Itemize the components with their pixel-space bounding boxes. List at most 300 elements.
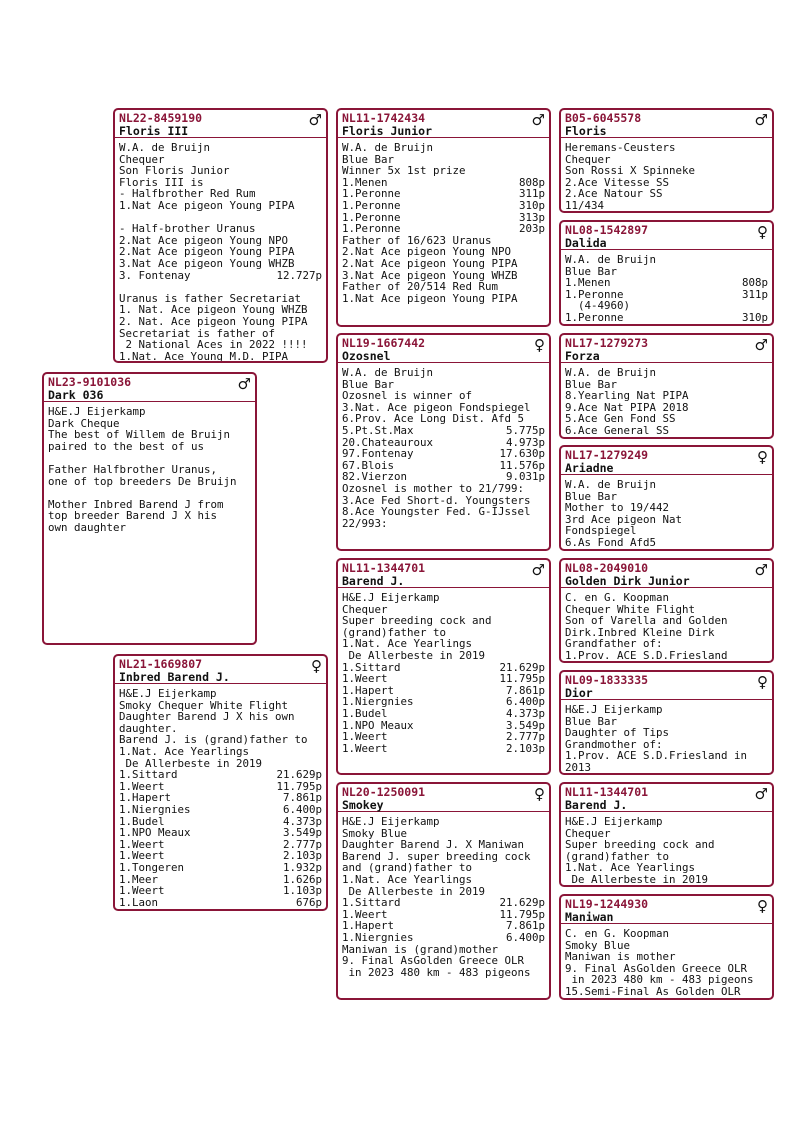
detail-text: Daughter Barend J X his own: [119, 710, 295, 724]
pigeon-name: Floris: [565, 124, 607, 138]
pigeon-name: Smokey: [342, 798, 384, 812]
detail-line: [565, 928, 768, 940]
detail-text: 1.Peronne: [342, 198, 401, 212]
detail-text: Ozosnel is winner of: [342, 389, 473, 403]
detail-line: [342, 816, 545, 828]
detail-value: 21.629p: [499, 896, 545, 910]
detail-text: Son Rossi X Spinneke: [565, 164, 696, 178]
detail-text: (grand)father to: [342, 625, 447, 639]
detail-text: H&E.J Eijerkamp: [119, 687, 217, 700]
detail-value: 17.630p: [499, 447, 545, 461]
detail-text: 1.Nat. Ace Yearlings: [119, 744, 250, 758]
detail-line: [342, 592, 545, 604]
card-details: [561, 138, 772, 212]
detail-line: [565, 479, 768, 491]
detail-text: paired to the best of us: [48, 439, 205, 453]
detail-text: Daughter Barend J. X Maniwan: [342, 838, 525, 852]
detail-text: H&E.J Eijerkamp: [565, 815, 663, 828]
detail-text: Maniwan is mother: [565, 950, 676, 964]
detail-text: 1.Niergnies: [342, 930, 414, 944]
detail-text: 2.Nat Ace pigeon Young PIPA: [342, 256, 518, 270]
detail-text: Secretariat is father of: [119, 326, 276, 340]
detail-text: Heremans-Ceusters: [565, 141, 676, 154]
detail-text: 3.Nat Ace pigeon Young WHZB: [342, 268, 518, 282]
detail-line: [565, 874, 768, 886]
detail-text: W.A. de Bruijn: [342, 366, 434, 379]
detail-value: 3.549p: [282, 826, 322, 840]
detail-text: H&E.J Eijerkamp: [48, 405, 146, 418]
detail-value: 7.861p: [505, 919, 545, 933]
detail-text: Ozosnel is mother to 21/799:: [342, 481, 525, 495]
detail-value: 21.629p: [276, 768, 322, 782]
detail-text: 1.Weert: [119, 884, 165, 898]
detail-value: 1.932p: [282, 860, 322, 874]
detail-value: 313p: [518, 210, 545, 224]
card-header: [561, 335, 772, 363]
detail-text: 6.Ace General SS: [565, 423, 670, 437]
detail-text: own daughter: [48, 520, 127, 534]
detail-text: 9. Final AsGolden Greece OLR: [342, 954, 525, 968]
detail-text: Son of Varella and Golden: [565, 614, 728, 628]
detail-line: [119, 281, 322, 293]
detail-text: in 2023 480 km - 483 pigeons: [342, 965, 531, 979]
detail-text: Grandfather of:: [565, 637, 663, 651]
detail-text: 82.Vierzon: [342, 470, 408, 484]
detail-value: 6.400p: [505, 695, 545, 709]
detail-text: Winner 5x 1st prize: [342, 164, 466, 178]
detail-value: 676p: [295, 895, 322, 909]
detail-line: [565, 200, 768, 212]
detail-line: [342, 967, 545, 979]
detail-text: H&E.J Eijerkamp: [342, 591, 440, 604]
detail-value: 310p: [518, 198, 545, 212]
card-details: [561, 475, 772, 549]
detail-text: Smoky Chequer White Flight: [119, 698, 289, 712]
detail-text: Grandmother of:: [565, 737, 663, 751]
card-details: [338, 588, 549, 754]
detail-value: 1.626p: [282, 872, 322, 886]
detail-text: H&E.J Eijerkamp: [565, 703, 663, 716]
detail-text: Blue Bar: [565, 714, 618, 728]
detail-text: Super breeding cock and: [342, 614, 492, 628]
detail-text: Fondspiegel: [565, 524, 637, 538]
detail-value: 21.629p: [499, 660, 545, 674]
pigeon-name: Ozosnel: [342, 349, 391, 363]
detail-line: [342, 281, 545, 293]
female-icon: ♀: [534, 785, 545, 803]
pigeon-card: [113, 654, 328, 911]
detail-text: 1.Prov. ACE S.D.Friesland in: [565, 749, 748, 763]
detail-line: [342, 223, 545, 235]
ring-number: NL19-1244930: [565, 897, 649, 911]
detail-text: W.A. de Bruijn: [342, 141, 434, 154]
detail-text: 1.Tongeren: [119, 860, 185, 874]
pigeon-name: Ariadne: [565, 461, 614, 475]
card-details: [338, 812, 549, 978]
ring-number: NL22-8459190: [119, 111, 203, 125]
detail-text: Maniwan is (grand)mother: [342, 942, 499, 956]
detail-line: [48, 476, 251, 488]
detail-value: 7.861p: [282, 791, 322, 805]
detail-value: 12.727p: [276, 268, 322, 282]
detail-value: 4.973p: [505, 435, 545, 449]
detail-line: [119, 885, 322, 897]
male-icon: ♂: [754, 561, 768, 579]
detail-text: 9.Ace Nat PIPA 2018: [565, 400, 689, 414]
detail-text: 1.Sittard: [342, 660, 401, 674]
detail-text: 2.Ace Natour SS: [565, 187, 663, 201]
detail-line: [565, 762, 768, 774]
detail-value: 6.400p: [505, 930, 545, 944]
detail-text: 3. Fontenay: [119, 268, 191, 282]
detail-line: [565, 254, 768, 266]
detail-line: [342, 483, 545, 495]
detail-text: 1.Nat Ace pigeon Young PIPA: [342, 291, 518, 305]
detail-text: one of top breeders De Bruijn: [48, 474, 237, 488]
card-header: [561, 560, 772, 588]
detail-value: 11.576p: [499, 458, 545, 472]
detail-text: Blue Bar: [342, 377, 395, 391]
detail-text: 1.Budel: [119, 814, 165, 828]
detail-text: Father Halfbrother Uranus,: [48, 462, 218, 476]
detail-text: 8.Ace Youngster Fed. G-IJssel: [342, 505, 531, 519]
detail-text: C. en G. Koopman: [565, 927, 670, 940]
detail-text: 5.Pt.St.Max: [342, 423, 414, 437]
male-icon: ♂: [754, 785, 768, 803]
detail-line: [48, 522, 251, 534]
detail-text: W.A. de Bruijn: [565, 478, 657, 491]
detail-text: 11/434: [565, 198, 605, 212]
card-details: [561, 588, 772, 662]
pigeon-name: Maniwan: [565, 910, 614, 924]
card-details: [561, 924, 772, 998]
card-header: [561, 110, 772, 138]
detail-value: 4.373p: [505, 706, 545, 720]
detail-line: [119, 339, 322, 351]
male-icon: ♂: [754, 336, 768, 354]
detail-text: Barend J. is (grand)father to: [119, 733, 308, 747]
detail-text: 2. Nat. Ace pigeon Young PIPA: [119, 314, 308, 328]
detail-line: [342, 293, 545, 305]
detail-text: Smoky Blue: [565, 938, 631, 952]
detail-line: [342, 506, 545, 518]
detail-text: 2.Nat Ace pigeon Young PIPA: [119, 245, 295, 259]
detail-text: 1.Niergnies: [119, 802, 191, 816]
detail-text: 1.Peronne: [565, 310, 624, 324]
detail-line: [48, 464, 251, 476]
detail-text: 1.Menen: [342, 175, 388, 189]
female-icon: ♀: [757, 673, 768, 691]
detail-line: [342, 932, 545, 944]
detail-text: 1.Prov. ACE S.D.Friesland: [565, 648, 728, 662]
detail-text: 1.Weert: [119, 779, 165, 793]
detail-line: [342, 367, 545, 379]
detail-text: 1.Nat Ace pigeon Young PIPA: [119, 198, 295, 212]
detail-text: 1.Hapert: [342, 683, 395, 697]
ring-number: NL11-1344701: [565, 785, 649, 799]
detail-line: [342, 518, 545, 530]
detail-text: 1.NPO Meaux: [342, 718, 414, 732]
detail-line: [565, 750, 768, 762]
detail-text: De Allerbeste in 2019: [342, 884, 486, 898]
female-icon: ♀: [757, 223, 768, 241]
detail-value: 310p: [741, 310, 768, 324]
detail-value: 11.795p: [499, 672, 545, 686]
pigeon-card: [113, 108, 328, 363]
pigeon-name: Forza: [565, 349, 600, 363]
ring-number: NL11-1742434: [342, 111, 426, 125]
pigeon-name: Floris Junior: [342, 124, 433, 138]
detail-text: 2.Nat Ace pigeon Young NPO: [119, 233, 289, 247]
detail-text: Dirk.Inbred Kleine Dirk: [565, 625, 715, 639]
detail-line: [565, 537, 768, 549]
detail-line: [48, 441, 251, 453]
detail-text: Chequer White Flight: [565, 602, 696, 616]
detail-text: 2013: [565, 760, 592, 774]
detail-text: The best of Willem de Bruijn: [48, 428, 231, 442]
detail-line: [342, 673, 545, 685]
detail-text: 8.Yearling Nat PIPA: [565, 389, 689, 403]
detail-line: [119, 142, 322, 154]
detail-text: Blue Bar: [565, 377, 618, 391]
detail-value: 2.103p: [505, 741, 545, 755]
male-icon: ♂: [237, 375, 251, 393]
ring-number: NL09-1833335: [565, 673, 649, 687]
detail-text: 6.Prov. Ace Long Dist. Afd 5: [342, 412, 525, 426]
pigeon-card: [559, 108, 774, 213]
detail-text: Son Floris Junior: [119, 164, 230, 178]
detail-text: 6.As Fond Afd5: [565, 535, 657, 549]
detail-text: (4-4960): [565, 299, 631, 313]
detail-text: De Allerbeste in 2019: [342, 648, 486, 662]
detail-line: [342, 200, 545, 212]
card-header: [338, 560, 549, 588]
detail-text: Daughter of Tips: [565, 726, 670, 740]
detail-value: 1.103p: [282, 884, 322, 898]
detail-value: 311p: [741, 287, 768, 301]
detail-line: [342, 731, 545, 743]
pigeon-card: [336, 558, 551, 775]
pigeon-name: Dior: [565, 686, 593, 700]
detail-text: 20.Chateauroux: [342, 435, 434, 449]
detail-value: 9.031p: [505, 470, 545, 484]
detail-line: [565, 704, 768, 716]
card-header: [561, 222, 772, 250]
detail-value: 11.795p: [276, 779, 322, 793]
detail-line: [119, 258, 322, 270]
detail-text: Chequer: [565, 826, 611, 840]
detail-text: 1.NPO Meaux: [119, 826, 191, 840]
detail-line: [119, 769, 322, 781]
detail-text: 15.Semi-Final As Golden OLR: [565, 984, 741, 998]
card-header: [561, 672, 772, 700]
detail-line: [565, 425, 768, 437]
detail-value: 311p: [518, 187, 545, 201]
detail-text: 2.Ace Vitesse SS: [565, 175, 670, 189]
detail-text: 22/993:: [342, 516, 388, 530]
detail-text: top breeder Barend J X his: [48, 509, 218, 523]
male-icon: ♂: [531, 111, 545, 129]
detail-text: 1.Hapert: [119, 791, 172, 805]
detail-line: [119, 862, 322, 874]
pigeon-card: [336, 333, 551, 551]
detail-text: 1.Weert: [342, 907, 388, 921]
female-icon: ♀: [534, 336, 545, 354]
pigeon-card: [559, 558, 774, 663]
detail-line: [48, 487, 251, 499]
detail-value: 5.775p: [505, 423, 545, 437]
detail-text: 1.Weert: [342, 672, 388, 686]
detail-line: [342, 708, 545, 720]
detail-text: 1.Laon: [119, 895, 159, 909]
detail-line: [342, 874, 545, 886]
detail-line: [119, 897, 322, 909]
pigeon-name: Dark 036: [48, 388, 104, 402]
detail-line: [342, 897, 545, 909]
detail-text: Blue Bar: [342, 152, 395, 166]
pigeon-card: [336, 782, 551, 1000]
ring-number: NL19-1667442: [342, 336, 426, 350]
card-details: [561, 700, 772, 774]
detail-text: 9. Final AsGolden Greece OLR: [565, 961, 748, 975]
card-header: [561, 896, 772, 924]
detail-text: 1.Nat. Ace Yearlings: [565, 861, 696, 875]
card-details: [561, 812, 772, 886]
pigeon-name: Barend J.: [342, 574, 405, 588]
detail-value: 6.400p: [282, 802, 322, 816]
detail-text: daughter.: [119, 721, 178, 735]
detail-text: 1.Menen: [565, 276, 611, 290]
detail-line: [565, 816, 768, 828]
detail-text: Blue Bar: [565, 489, 618, 503]
card-header: [561, 447, 772, 475]
ring-number: NL11-1344701: [342, 561, 426, 575]
detail-line: [342, 448, 545, 460]
ring-number: NL23-9101036: [48, 375, 132, 389]
detail-text: Chequer: [342, 602, 388, 616]
detail-text: 2.Nat Ace pigeon Young NPO: [342, 245, 512, 259]
detail-line: [48, 406, 251, 418]
detail-text: Mother to 19/442: [565, 501, 670, 515]
ring-number: NL17-1279249: [565, 448, 649, 462]
detail-text: Chequer: [565, 152, 611, 166]
detail-line: [119, 200, 322, 212]
detail-text: - Half-brother Uranus: [119, 222, 256, 236]
detail-line: [119, 270, 322, 282]
card-header: [561, 784, 772, 812]
detail-text: 2 National Aces in 2022 !!!!: [119, 338, 308, 352]
detail-line: [119, 804, 322, 816]
detail-text: and (grand)father to: [342, 861, 473, 875]
female-icon: ♀: [757, 897, 768, 915]
ring-number: NL08-1542897: [565, 223, 649, 237]
detail-line: [342, 258, 545, 270]
male-icon: ♂: [754, 111, 768, 129]
detail-text: 1. Nat. Ace pigeon Young WHZB: [119, 303, 308, 317]
detail-text: 1.Weert: [119, 849, 165, 863]
detail-text: 5.Ace Gen Fond SS: [565, 412, 676, 426]
card-details: [44, 402, 255, 534]
pigeon-name: Floris III: [119, 124, 189, 138]
detail-text: 1.Hapert: [342, 919, 395, 933]
female-icon: ♀: [311, 657, 322, 675]
detail-text: Uranus is father Secretariat: [119, 291, 302, 305]
detail-text: Super breeding cock and: [565, 838, 715, 852]
card-header: [338, 110, 549, 138]
detail-text: 3.Ace Fed Short-d. Youngsters: [342, 493, 531, 507]
detail-line: [565, 367, 768, 379]
female-icon: ♀: [757, 448, 768, 466]
card-details: [338, 138, 549, 304]
card-header: [338, 335, 549, 363]
detail-text: W.A. de Bruijn: [565, 253, 657, 266]
detail-text: 1.Nat. Ace Yearlings: [342, 637, 473, 651]
detail-text: 1.Peronne: [342, 187, 401, 201]
detail-line: [565, 986, 768, 998]
pigeon-name: Golden Dirk Junior: [565, 574, 690, 588]
detail-line: [565, 142, 768, 154]
detail-value: 2.103p: [282, 849, 322, 863]
detail-text: 1.Weert: [119, 837, 165, 851]
detail-text: 1.Sittard: [119, 768, 178, 782]
pigeon-name: Dalida: [565, 236, 607, 250]
detail-line: [119, 351, 322, 363]
card-details: [561, 250, 772, 324]
detail-value: 2.777p: [282, 837, 322, 851]
detail-text: Father of 20/514 Red Rum: [342, 280, 499, 294]
pigeon-card: [336, 108, 551, 327]
detail-line: [342, 743, 545, 755]
card-header: [44, 374, 255, 402]
detail-text: Barend J. super breeding cock: [342, 849, 531, 863]
detail-line: [119, 827, 322, 839]
detail-value: 203p: [518, 222, 545, 236]
pigeon-name: Inbred Barend J.: [119, 670, 230, 684]
card-details: [561, 363, 772, 437]
detail-text: C. en G. Koopman: [565, 591, 670, 604]
detail-text: 97.Fontenay: [342, 447, 414, 461]
pigeon-card: [559, 220, 774, 326]
ring-number: NL20-1250091: [342, 785, 426, 799]
detail-line: [119, 688, 322, 700]
detail-value: 808p: [741, 276, 768, 290]
detail-text: 1.Sittard: [342, 896, 401, 910]
card-header: [115, 656, 326, 684]
pigeon-card: [559, 782, 774, 887]
detail-text: 1.Peronne: [565, 287, 624, 301]
detail-text: 1.Peronne: [342, 210, 401, 224]
detail-text: - Halfbrother Red Rum: [119, 187, 256, 201]
detail-text: 1.Nat. Ace Yearlings: [342, 872, 473, 886]
card-details: [338, 363, 549, 529]
detail-line: [119, 746, 322, 758]
detail-line: [565, 592, 768, 604]
detail-value: 3.549p: [505, 718, 545, 732]
detail-line: [342, 425, 545, 437]
detail-text: Mother Inbred Barend J from: [48, 497, 224, 511]
male-icon: ♂: [531, 561, 545, 579]
detail-line: [119, 316, 322, 328]
detail-text: (grand)father to: [565, 849, 670, 863]
detail-text: Floris III is: [119, 175, 204, 189]
ring-number: NL08-2049010: [565, 561, 649, 575]
detail-text: Father of 16/623 Uranus: [342, 233, 492, 247]
card-header: [338, 784, 549, 812]
ring-number: B05-6045578: [565, 111, 642, 125]
detail-text: H&E.J Eijerkamp: [342, 815, 440, 828]
detail-text: Chequer: [119, 152, 165, 166]
detail-line: [342, 142, 545, 154]
